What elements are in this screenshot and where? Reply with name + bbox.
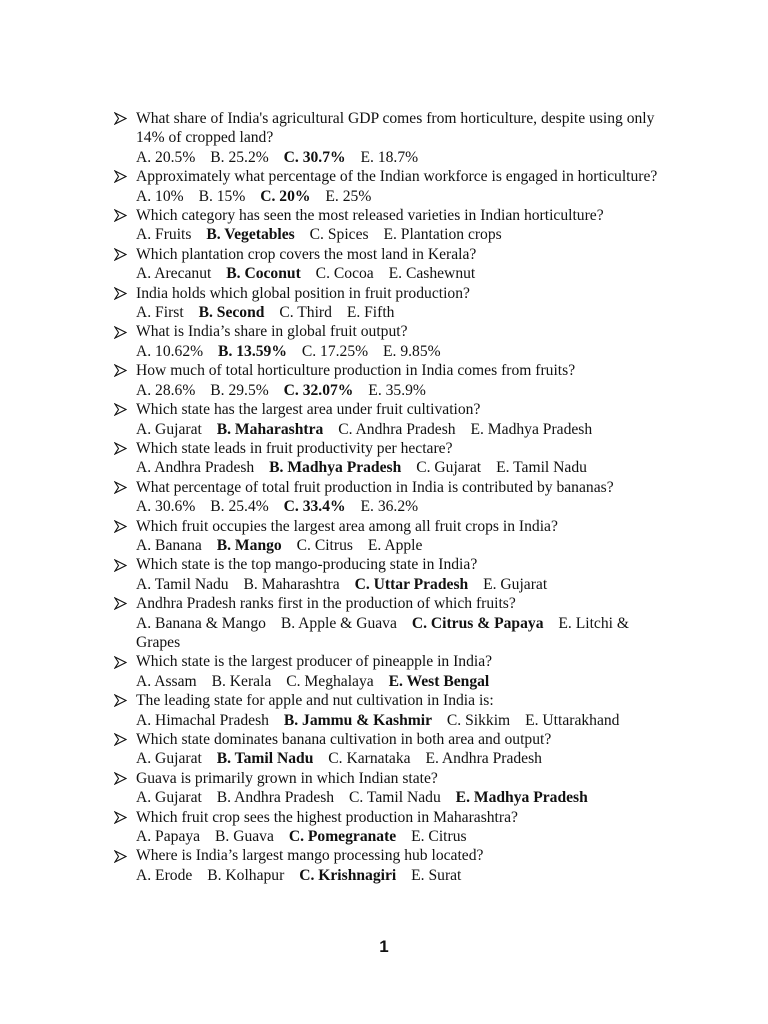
answer-option: C. Tamil Nadu [349,789,441,807]
answer-option: B. 15% [198,187,246,205]
answer-option: A. 28.6% [136,381,196,399]
answer-options [136,381,660,400]
answer-option: E. Citrus [411,828,467,846]
arrowhead-bullet-icon [112,594,128,613]
answer-option: A. Arecanut [136,265,212,283]
arrowhead-bullet-icon [112,284,128,303]
answer-option: E. Gujarat [483,575,548,593]
answer-option: E. 18.7% [360,148,419,166]
question-text: Which fruit occupies the largest area among all fruit crops in India? [136,517,558,535]
correct-answer-option: C. 30.7% [283,148,346,166]
answer-options [136,148,660,167]
correct-answer-option: C. Krishnagiri [299,866,397,884]
arrowhead-bullet-icon [112,245,128,264]
question-item [112,400,660,439]
answer-options [136,788,660,807]
arrowhead-bullet-icon [112,109,128,128]
arrowhead-bullet-icon [112,846,128,865]
answer-option: A. Tamil Nadu [136,575,229,593]
answer-option: E. Litchi & Grapes [136,614,629,651]
question-text: What share of India's agricultural GDP comes from horticulture, despite using only 14% of cropped land? [136,110,655,147]
arrowhead-bullet-icon [112,167,128,186]
answer-option: E. Plantation crops [383,226,502,244]
answer-option: A. 30.6% [136,498,196,516]
question-item [112,439,660,478]
question-text: Which state leads in fruit productivity per hectare? [136,439,453,457]
answer-option: B. 25.2% [210,148,269,166]
question-text: How much of total horticulture production in India comes from fruits? [136,362,576,380]
question-item [112,517,660,556]
answer-option: C. Gujarat [416,459,482,477]
answer-options [136,827,660,846]
answer-option: B. 25.4% [210,498,269,516]
answer-option: E. 9.85% [383,342,441,360]
arrowhead-bullet-icon [112,555,128,574]
question-item [112,594,660,652]
question-text: The leading state for apple and nut cultivation in India is: [136,692,494,710]
answer-option: A. Himachal Pradesh [136,711,269,729]
question-text: Guava is primarily grown in which Indian state? [136,769,438,787]
answer-option: B. Andhra Pradesh [216,789,335,807]
question-text: Which state is the largest producer of pineapple in India? [136,653,493,671]
question-text: Which state has the largest area under fruit cultivation? [136,401,481,419]
arrowhead-bullet-icon [112,439,128,458]
answer-option: B. Maharashtra [243,575,340,593]
answer-option: A. Banana [136,536,202,554]
answer-option: C. Karnataka [328,750,411,768]
answer-option: A. Fruits [136,226,192,244]
answer-options [136,342,660,361]
answer-options [136,536,660,555]
answer-option: E. Surat [411,866,462,884]
answer-option: A. Gujarat [136,750,202,768]
question-item [112,245,660,284]
question-item [112,206,660,245]
arrowhead-bullet-icon [112,808,128,827]
answer-options [136,575,660,594]
arrowhead-bullet-icon [112,769,128,788]
answer-option: E. Fifth [346,304,395,322]
correct-answer-option: B. Mango [216,536,282,554]
answer-option: B. Apple & Guava [280,614,397,632]
correct-answer-option: C. 20% [260,187,311,205]
question-item [112,730,660,769]
answer-option: B. Guava [215,828,274,846]
correct-answer-option: B. Second [198,304,265,322]
correct-answer-option: B. Coconut [226,265,301,283]
answer-options [136,225,660,244]
answer-option: C. Meghalaya [286,672,374,690]
question-text: Which state is the top mango-producing state in India? [136,556,478,574]
answer-option: C. Sikkim [446,711,511,729]
question-list [112,109,660,885]
answer-options [136,187,660,206]
answer-option: B. 29.5% [210,381,269,399]
question-item [112,167,660,206]
correct-answer-option: E. West Bengal [388,672,490,690]
answer-options [136,420,660,439]
question-item [112,555,660,594]
arrowhead-bullet-icon [112,322,128,341]
arrowhead-bullet-icon [112,400,128,419]
answer-option: B. Kolhapur [207,866,285,884]
question-text: What percentage of total fruit production in India is contributed by bananas? [136,478,614,496]
answer-option: E. Andhra Pradesh [425,750,542,768]
correct-answer-option: B. 13.59% [218,342,287,360]
answer-options [136,303,660,322]
answer-option: A. 10% [136,187,184,205]
question-item [112,284,660,323]
answer-option: E. 25% [325,187,372,205]
correct-answer-option: B. Jammu & Kashmir [283,711,432,729]
question-item [112,691,660,730]
correct-answer-option: B. Madhya Pradesh [269,459,402,477]
correct-answer-option: B. Tamil Nadu [216,750,314,768]
answer-option: A. First [136,304,184,322]
correct-answer-option: C. Citrus & Papaya [411,614,544,632]
question-item [112,322,660,361]
answer-option: C. 17.25% [301,342,369,360]
question-text: Approximately what percentage of the Indian workforce is engaged in horticulture? [136,168,658,186]
answer-option: B. Kerala [211,672,272,690]
question-text: Which fruit crop sees the highest production in Maharashtra? [136,808,518,826]
answer-option: A. 20.5% [136,148,196,166]
correct-answer-option: B. Maharashtra [216,420,324,438]
answer-options [136,458,660,477]
answer-option: E. Uttarakhand [525,711,620,729]
correct-answer-option: E. Madhya Pradesh [455,789,588,807]
arrowhead-bullet-icon [112,517,128,536]
answer-option: A. Assam [136,672,197,690]
answer-option: E. Cashewnut [388,265,476,283]
arrowhead-bullet-icon [112,691,128,710]
answer-option: E. Apple [367,536,423,554]
answer-option: C. Citrus [296,536,353,554]
answer-option: E. 36.2% [360,498,419,516]
answer-options [136,711,660,730]
answer-option: E. Tamil Nadu [496,459,587,477]
answer-option: A. Banana & Mango [136,614,266,632]
correct-answer-option: B. Vegetables [206,226,295,244]
arrowhead-bullet-icon [112,361,128,380]
question-text: Which plantation crop covers the most land in Kerala? [136,245,477,263]
answer-option: C. Cocoa [315,265,374,283]
correct-answer-option: C. Uttar Pradesh [354,575,469,593]
answer-options [136,866,660,885]
question-text: Which category has seen the most released varieties in Indian horticulture? [136,207,604,225]
arrowhead-bullet-icon [112,652,128,671]
question-text: Andhra Pradesh ranks first in the production of which fruits? [136,595,516,613]
correct-answer-option: C. 32.07% [283,381,354,399]
answer-option: A. Erode [136,866,193,884]
page-number: 1 [379,937,389,956]
answer-option: C. Third [279,304,332,322]
question-item [112,769,660,808]
question-item [112,652,660,691]
answer-option: A. Gujarat [136,420,202,438]
answer-option: A. Gujarat [136,789,202,807]
answer-options [136,672,660,691]
question-item [112,109,660,167]
answer-option: E. 35.9% [368,381,426,399]
correct-answer-option: C. 33.4% [283,498,346,516]
answer-options [136,497,660,516]
answer-options [136,614,660,653]
arrowhead-bullet-icon [112,206,128,225]
question-text: India holds which global position in fruit production? [136,284,470,302]
answer-options [136,264,660,283]
answer-option: E. Madhya Pradesh [470,420,593,438]
answer-options [136,749,660,768]
question-item [112,361,660,400]
answer-option: A. Andhra Pradesh [136,459,255,477]
question-text: Where is India’s largest mango processing hub located? [136,847,484,865]
question-text: Which state dominates banana cultivation in both area and output? [136,731,552,748]
answer-option: C. Andhra Pradesh [338,420,456,438]
question-item [112,846,660,885]
answer-option: A. Papaya [136,828,201,846]
question-item [112,808,660,847]
question-text: What is India’s share in global fruit output? [136,323,408,341]
arrowhead-bullet-icon [112,730,128,749]
correct-answer-option: C. Pomegranate [288,828,397,846]
question-item [112,478,660,517]
arrowhead-bullet-icon [112,478,128,497]
answer-option: A. 10.62% [136,342,204,360]
answer-option: C. Spices [309,226,369,244]
